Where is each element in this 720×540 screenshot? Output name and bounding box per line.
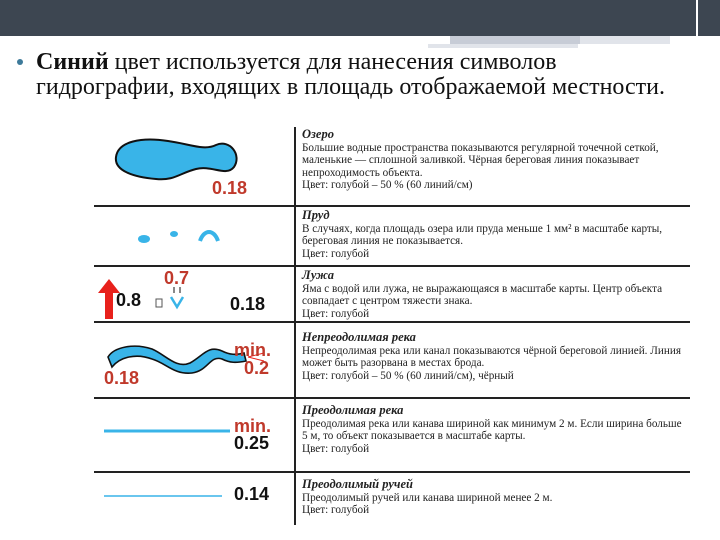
row-separator xyxy=(94,265,690,267)
stream-symbol xyxy=(104,493,222,499)
waterhole-width-label: 0.8 xyxy=(116,290,142,310)
row-body: Преодолимая река или канава шириной как минимум 2 м. Если ширина больше 5 м, то объект показывается в масштабе карты. xyxy=(302,417,682,443)
slide-top-bar xyxy=(0,0,720,36)
row-color: Цвет: голубой xyxy=(302,504,370,517)
row-uncrossable-river-text xyxy=(302,330,686,382)
row-waterhole-text xyxy=(302,268,686,320)
waterhole-symbol xyxy=(154,285,188,315)
top-bar-separator xyxy=(696,0,698,36)
row-title: Лужа xyxy=(302,268,335,282)
stream-width-label: 0.14 xyxy=(234,484,270,504)
crossable-river-symbol xyxy=(104,427,230,435)
row-lake-text xyxy=(302,127,686,192)
row-color: Цвет: голубой xyxy=(302,307,370,320)
row-title: Преодолимый ручей xyxy=(302,477,413,491)
river-bank-label: 0.18 xyxy=(104,368,140,388)
table-divider xyxy=(294,127,296,525)
decor-bar xyxy=(580,36,670,44)
row-separator xyxy=(94,397,690,399)
row-title: Преодолимая река xyxy=(302,403,404,417)
decor-bar xyxy=(428,44,578,48)
decor-bar xyxy=(450,36,580,44)
row-crossable-river-text xyxy=(302,403,686,455)
row-color: Цвет: голубой – 50 % (60 линий/см), чёрный xyxy=(302,369,514,382)
bullet-dot xyxy=(17,59,23,65)
lake-dim-label: 0.18 xyxy=(212,178,248,198)
heading-bold-word: Синий xyxy=(36,49,109,75)
row-separator xyxy=(94,471,690,473)
crossable-river-width-label: 0.25 xyxy=(234,433,270,453)
pond-symbol xyxy=(134,225,234,249)
river-min-label: min. xyxy=(234,340,272,360)
row-color: Цвет: голубой xyxy=(302,442,370,455)
crossable-river-min-label: min. xyxy=(234,416,272,436)
row-title: Пруд xyxy=(302,208,330,222)
row-title: Непреодолимая река xyxy=(302,330,416,344)
row-separator xyxy=(94,205,690,207)
row-color: Цвет: голубой – 50 % (60 линий/см) xyxy=(302,179,473,192)
river-width-label: 0.2 xyxy=(244,358,270,378)
slide-heading xyxy=(36,50,696,100)
row-color: Цвет: голубой xyxy=(302,247,370,260)
row-body: Яма с водой или лужа, не выражающаяся в масштабе карты. Центр объекта совпадает с центром тяжести знака. xyxy=(302,282,663,308)
row-body: Большие водные пространства показываются регулярной точечной сеткой, маленькие — сплошной заливкой. Чёрная береговая линия показывает непроходимость объекта. xyxy=(302,141,659,179)
row-title: Озеро xyxy=(302,127,334,141)
row-stream-text xyxy=(302,477,686,517)
waterhole-top-label: 0.7 xyxy=(164,268,190,288)
row-pond-text xyxy=(302,208,686,260)
row-body: Непреодолимая река или канал показываются чёрной береговой линией. Линия может быть разорвана в местах брода. xyxy=(302,344,681,370)
row-body: Преодолимый ручей или канава шириной менее 2 м. xyxy=(302,491,553,504)
heading-rest: цвет используется для нанесения символов гидрографии, входящих в площадь отображаемой местности. xyxy=(36,49,666,100)
row-separator xyxy=(94,321,690,323)
row-body: В случаях, когда площадь озера или пруда меньше 1 мм² в масштабе карты, береговая линия не показывается. xyxy=(302,222,663,248)
symbols-table xyxy=(94,127,690,525)
waterhole-line-label: 0.18 xyxy=(230,294,266,314)
